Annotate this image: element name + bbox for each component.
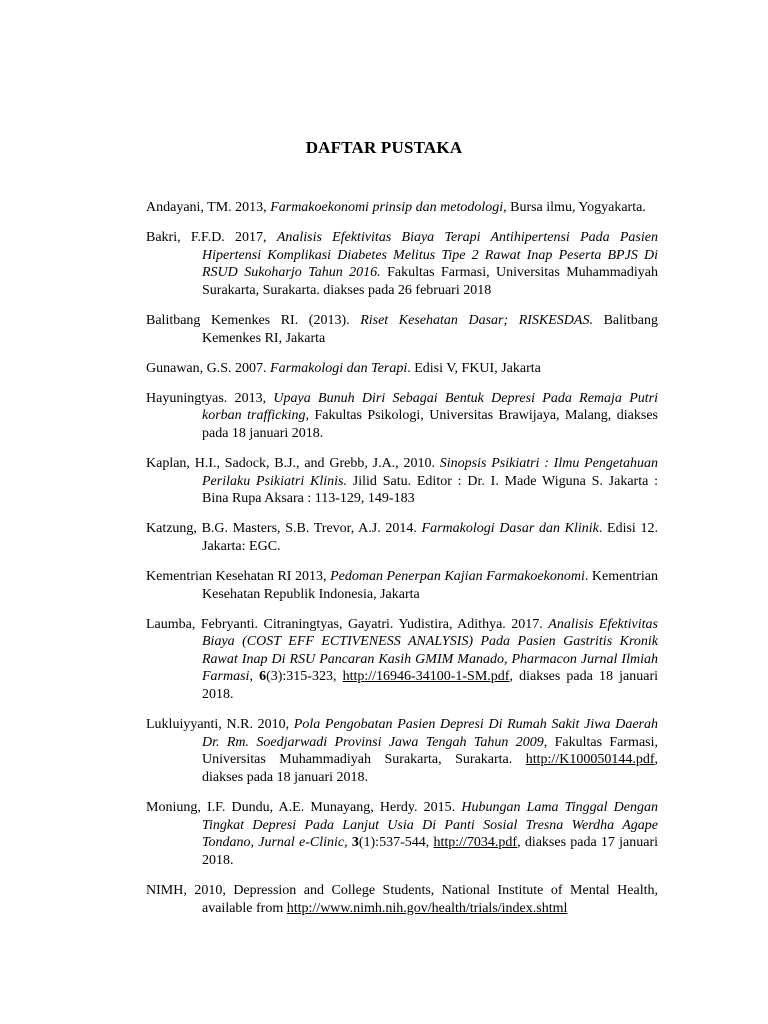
reference-text: Kementrian Kesehatan RI 2013,: [146, 569, 331, 584]
reference-text: NIMH, 2010, Depression and College Students, National Institute of Mental Health, available from: [146, 882, 658, 916]
reference-text: (3):315-323,: [266, 669, 343, 685]
reference-title: Jurnal e-Clinic: [258, 835, 345, 851]
reference-text: Fakultas Farmasi, Universitas Muhammadiyah Surakarta, Surakarta. diakses pada 26 februari 2018: [202, 265, 658, 298]
reference-text: , diakses pada 17 januari 2018.: [202, 835, 659, 868]
reference-text: Andayani, TM. 2013,: [146, 200, 271, 215]
reference-text: Hayuningtyas. 2013,: [146, 390, 274, 406]
reference-entry: [146, 716, 658, 786]
reference-text: . Edisi 12. Jakarta: EGC.: [202, 521, 658, 554]
reference-entry: [146, 360, 658, 378]
reference-entry: [146, 616, 658, 704]
reference-text: , diakses pada 18 januari 2018.: [202, 752, 658, 785]
reference-entry: [146, 455, 658, 508]
reference-title: Pedoman Penerpan Kajian Farmakoekonomi: [330, 569, 585, 584]
reference-title: Analisis Efektivitas Biaya (COST EFF ECTIVENESS ANALYSIS) Pada Pasien Gastritis Kronik Rawat Inap Di RSU Pancaran Kasih GMIM Manado: [202, 616, 658, 667]
reference-text: Balitbang Kemenkes RI. (2013).: [146, 312, 361, 328]
reference-text: Gunawan, G.S. 2007.: [146, 360, 271, 376]
reference-text: Balitbang Kemenkes RI, Jakarta: [202, 312, 659, 346]
reference-text: ,: [249, 669, 260, 685]
reference-title: Hubungan Lama Tinggal Dengan Tingkat Depresi Pada Lanjut Usia Di Panti Sosial Tresna Werdha Agape Tondano: [202, 800, 658, 851]
reference-text: Bakri, F.F.D. 2017,: [146, 230, 277, 246]
reference-text: Laumba, Febryanti. Citraningtyas, Gayatri. Yudistira, Adithya. 2017.: [146, 616, 549, 632]
reference-title: Upaya Bunuh Diri Sebagai Bentuk Depresi Pada Remaja Putri korban trafficking,: [202, 390, 659, 424]
reference-entry: [146, 799, 658, 869]
reference-text: . Edisi V, FKUI, Jakarta: [407, 360, 541, 376]
reference-title: Sinopsis Psikiatri : Ilmu Pengetahuan Perilaku Psikiatri Klinis.: [202, 456, 659, 489]
reference-entry: [146, 568, 658, 603]
reference-title: Pharmacon Jurnal Ilmiah Farmasi: [202, 651, 658, 685]
reference-entry: [146, 199, 658, 217]
reference-text: Lukluiyyanti, N.R. 2010,: [146, 717, 294, 733]
reference-text: ,: [344, 835, 352, 851]
reference-text: Jilid Satu. Editor : Dr. I. Made Wiguna S. Jakarta : Bina Rupa Aksara : 113-129, 149-183: [202, 473, 658, 507]
reference-entry: [146, 520, 658, 555]
reference-volume: 3: [351, 835, 359, 851]
reference-text: Fakultas Psikologi, Universitas Brawijaya, Malang, diakses pada 18 januari 2018.: [202, 408, 658, 441]
reference-volume: 6: [259, 669, 267, 685]
reference-text: , Fakultas Farmasi, Universitas Muhammadiyah Surakarta, Surakarta.: [202, 734, 658, 768]
reference-entry: [146, 882, 658, 917]
page-title: DAFTAR PUSTAKA: [305, 138, 463, 157]
reference-link[interactable]: http://7034.pdf: [433, 835, 518, 851]
reference-text: ,: [503, 651, 512, 667]
reference-entry: [146, 312, 658, 347]
reference-text: Katzung, B.G. Masters, S.B. Trevor, A.J. 2014.: [146, 521, 422, 537]
reference-title: Pola Pengobatan Pasien Depresi Di Rumah Sakit Jiwa Daerah Dr. Rm. Soedjarwadi Provinsi Jawa Tengah Tahun 2009: [202, 717, 658, 750]
reference-link[interactable]: http://www.nimh.nih.gov/health/trials/index.shtml: [286, 900, 568, 916]
reference-text: (1):537-544,: [358, 835, 434, 851]
reference-link[interactable]: http://K100050144.pdf: [525, 752, 655, 768]
reference-title: Farmakologi dan Terapi: [270, 360, 408, 376]
reference-link[interactable]: http://16946-34100-1-SM.pdf: [342, 669, 510, 685]
reference-title: Riset Kesehatan Dasar; RISKESDAS.: [360, 312, 593, 328]
reference-entry: [146, 390, 658, 443]
reference-text: ,: [250, 835, 259, 851]
reference-text: , Bursa ilmu, Yogyakarta.: [503, 200, 646, 215]
reference-entry: [146, 229, 658, 299]
reference-title: Analisis Efektivitas Biaya Terapi Antihipertensi Pada Pasien Hipertensi Komplikasi Diabetes Melitus Tipe 2 Rawat Inap Peserta BPJS Di RSUD Sukoharjo Tahun 2016.: [202, 230, 658, 281]
reference-text: , diakses pada 18 januari 2018.: [202, 669, 658, 703]
reference-text: . Kementrian Kesehatan Republik Indonesia, Jakarta: [202, 569, 658, 602]
reference-title: Farmakologi Dasar dan Klinik: [421, 521, 599, 537]
reference-title: Farmakoekonomi prinsip dan metodologi: [270, 200, 504, 215]
reference-list: [146, 199, 658, 930]
reference-text: Kaplan, H.I., Sadock, B.J., and Grebb, J.A., 2010.: [146, 456, 440, 472]
reference-text: Moniung, I.F. Dundu, A.E. Munayang, Herdy. 2015.: [146, 800, 462, 816]
